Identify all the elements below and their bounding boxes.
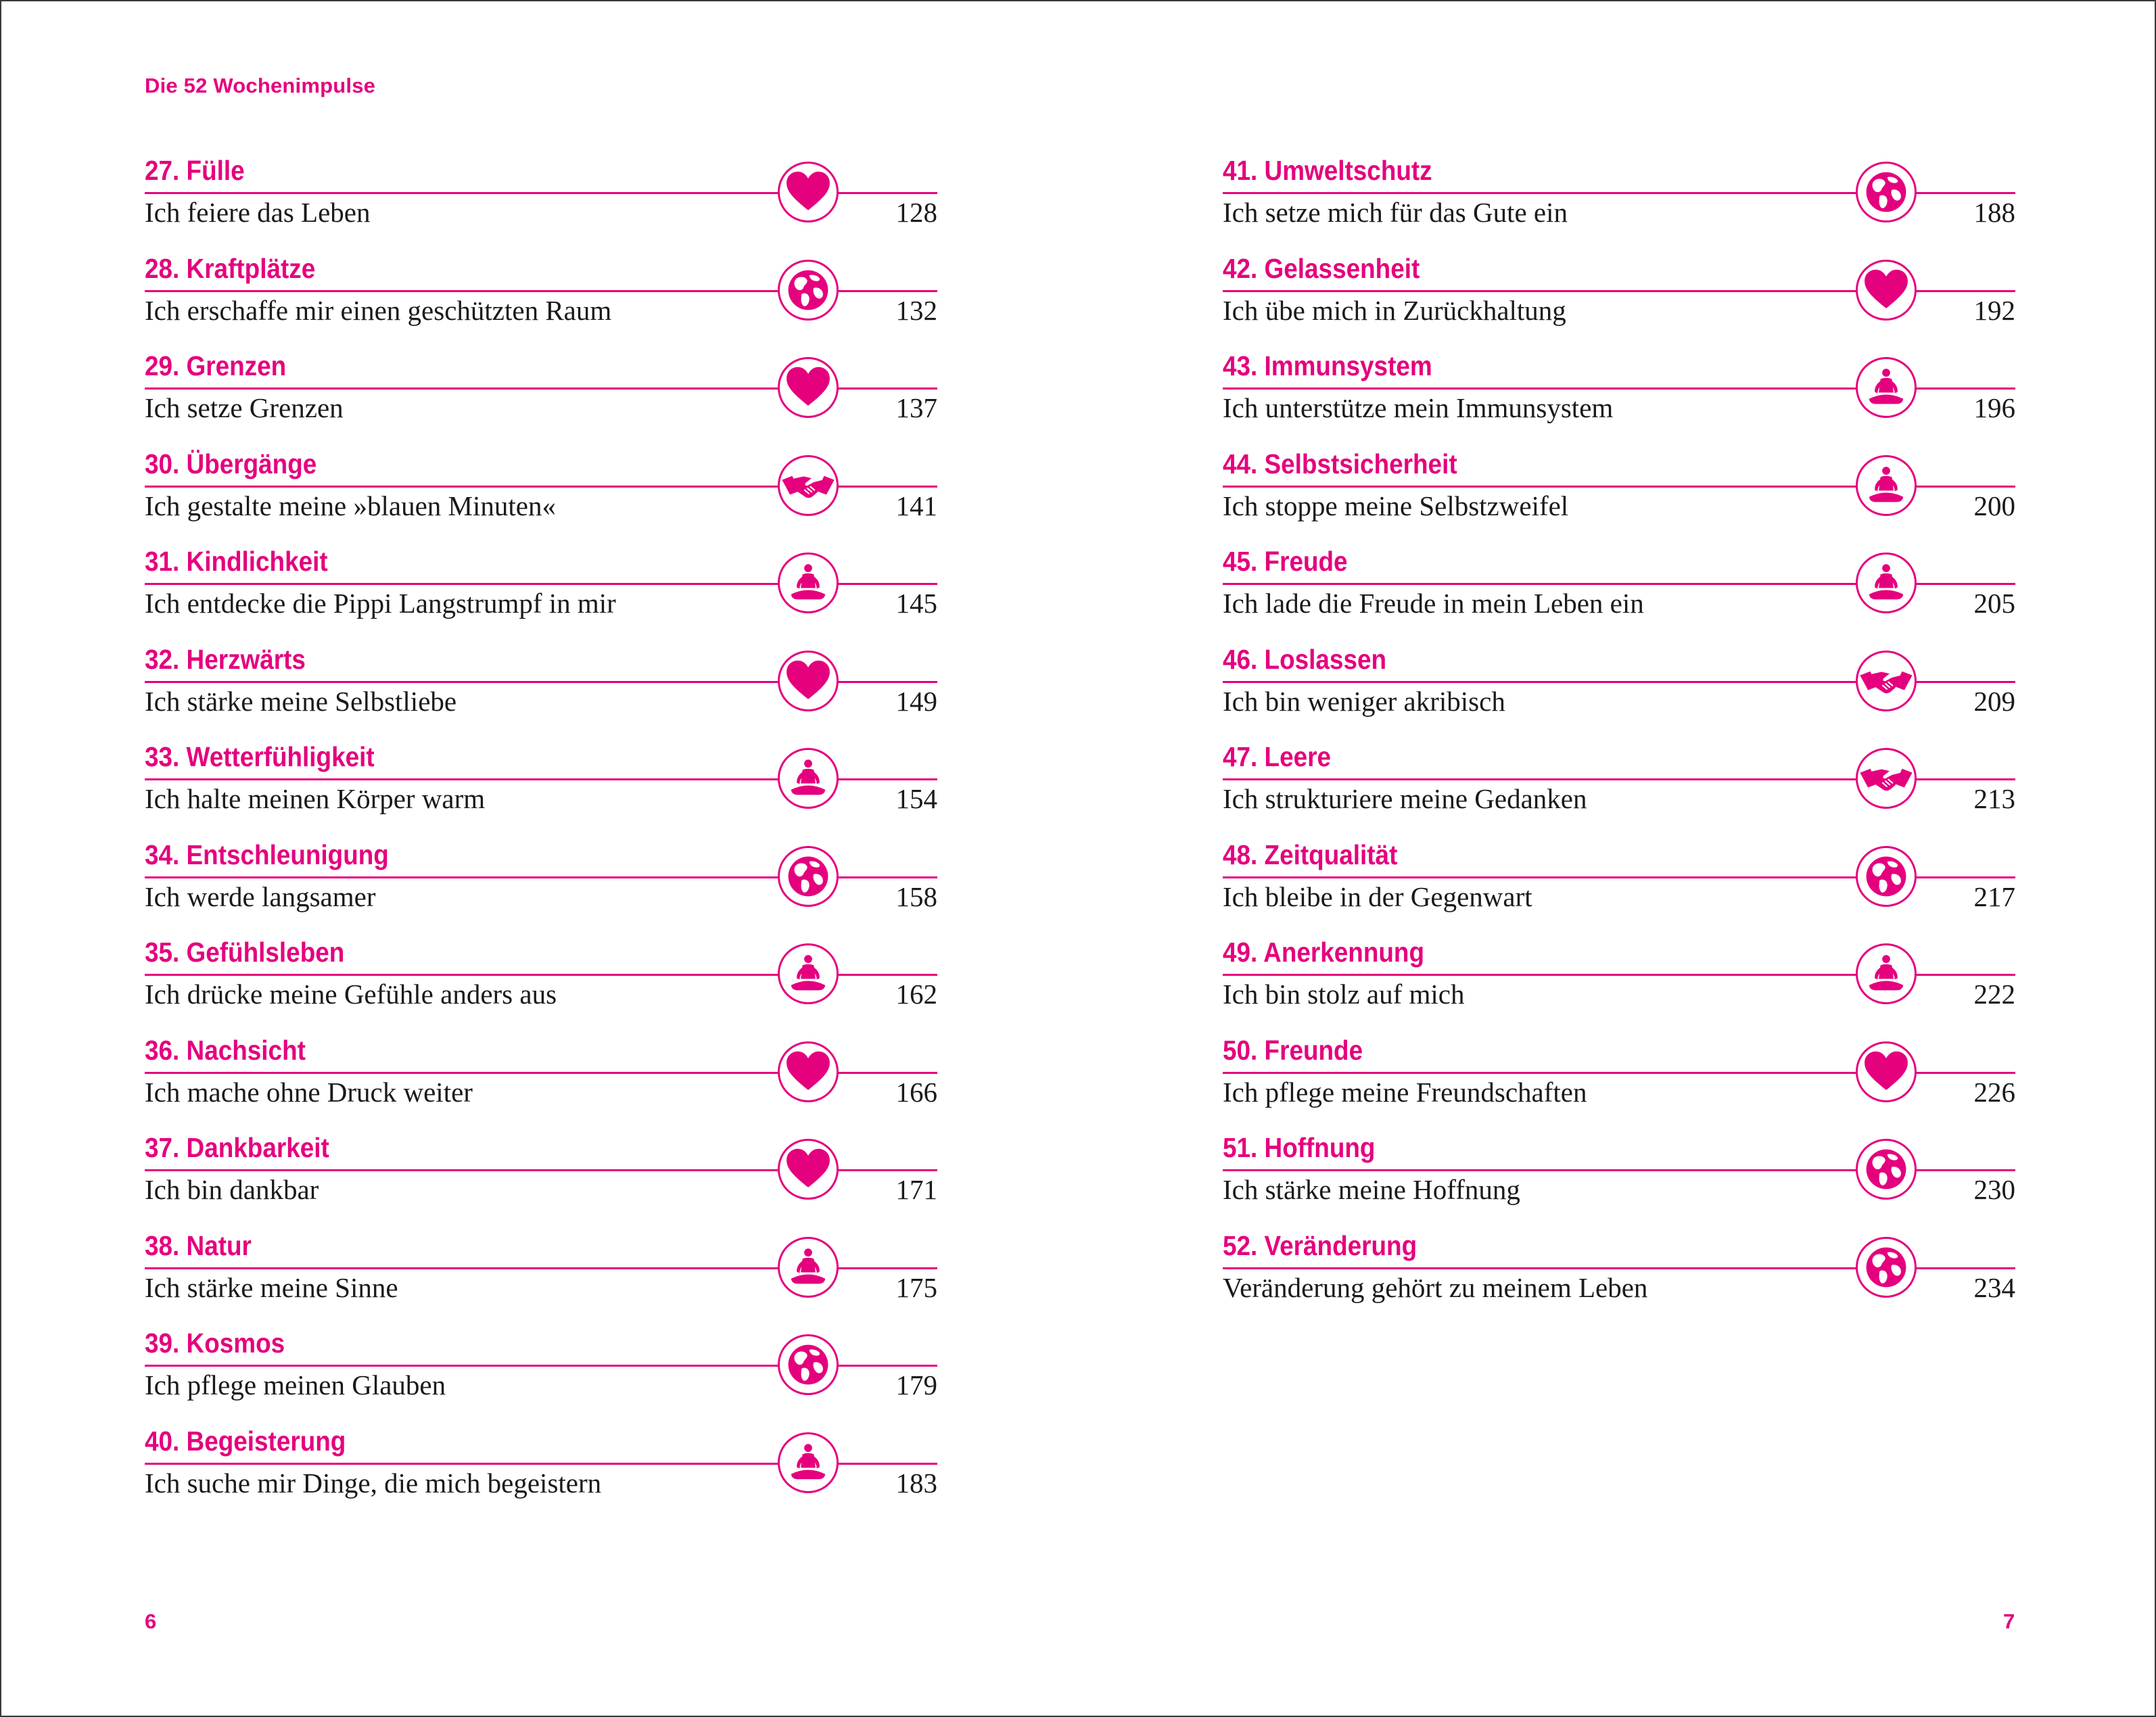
entry-page-number: 192	[1973, 294, 2015, 326]
heart-icon	[778, 651, 839, 711]
meditation-icon	[1856, 455, 1917, 516]
toc-entry	[1223, 153, 2015, 251]
entry-page-number: 162	[895, 979, 937, 1010]
entry-page-number: 226	[1973, 1076, 2015, 1108]
toc-entry	[1223, 544, 2015, 642]
meditation-icon	[778, 943, 839, 1004]
toc-entry	[145, 1033, 937, 1131]
toc-entry	[145, 642, 937, 740]
entry-title: 32. Herzwärts	[145, 643, 306, 675]
toc-entry	[145, 935, 937, 1033]
entry-title: 27. Fülle	[145, 155, 245, 186]
meditation-icon	[778, 748, 839, 809]
entry-title: 28. Kraftplätze	[145, 252, 316, 284]
toc-entry	[145, 1325, 937, 1424]
globe-icon	[778, 260, 839, 321]
toc-entry	[1223, 739, 2015, 837]
entry-page-number: 230	[1973, 1174, 2015, 1205]
entry-page-number: 141	[895, 490, 937, 521]
entry-subtitle: Ich suche mir Dinge, die mich begeistern	[145, 1467, 602, 1499]
entry-subtitle: Ich stärke meine Selbstliebe	[145, 685, 457, 717]
globe-icon	[778, 1334, 839, 1395]
globe-icon	[1856, 846, 1917, 907]
toc-entry	[145, 153, 937, 251]
toc-entry	[1223, 1033, 2015, 1131]
meditation-icon	[778, 1432, 839, 1493]
entry-subtitle: Ich bleibe in der Gegenwart	[1223, 880, 1532, 912]
heart-icon	[778, 1041, 839, 1102]
entry-title: 37. Dankbarkeit	[145, 1132, 329, 1163]
entry-title: 39. Kosmos	[145, 1327, 285, 1359]
toc-entry	[1223, 348, 2015, 446]
toc-entry	[145, 739, 937, 837]
entry-subtitle: Ich drücke meine Gefühle anders aus	[145, 979, 557, 1010]
handshake-icon	[1856, 748, 1917, 809]
entry-title: 33. Wetterfühligkeit	[145, 741, 375, 772]
entry-subtitle: Ich lade die Freude in mein Leben ein	[1223, 588, 1644, 619]
toc-entry	[1223, 1130, 2015, 1228]
entry-title: 30. Übergänge	[145, 448, 317, 479]
entry-title: 49. Anerkennung	[1223, 937, 1424, 968]
heart-icon	[778, 162, 839, 222]
entry-title: 50. Freunde	[1223, 1034, 1363, 1066]
entry-page-number: 149	[895, 685, 937, 717]
globe-icon	[1856, 1237, 1917, 1298]
entry-title: 43. Immunsystem	[1223, 350, 1432, 381]
entry-title: 48. Zeitqualität	[1223, 839, 1398, 870]
entry-page-number: 171	[895, 1174, 937, 1205]
heart-icon	[1856, 260, 1917, 321]
toc-entry	[1223, 446, 2015, 544]
entry-title: 45. Freude	[1223, 546, 1348, 577]
entry-title: 42. Gelassenheit	[1223, 252, 1420, 284]
toc-column-right	[1223, 153, 2015, 1325]
globe-icon	[1856, 1139, 1917, 1200]
entry-page-number: 205	[1973, 588, 2015, 619]
page-number-right: 7	[2003, 1609, 2015, 1633]
globe-icon	[1856, 162, 1917, 222]
toc-column-left	[145, 153, 937, 1521]
entry-subtitle: Ich bin dankbar	[145, 1174, 319, 1205]
toc-entry	[145, 544, 937, 642]
entry-subtitle: Ich mache ohne Druck weiter	[145, 1076, 473, 1108]
entry-page-number: 217	[1973, 880, 2015, 912]
entry-subtitle: Ich stärke meine Hoffnung	[1223, 1174, 1520, 1205]
entry-title: 40. Begeisterung	[145, 1425, 346, 1457]
entry-title: 34. Entschleunigung	[145, 839, 389, 870]
heart-icon	[778, 357, 839, 418]
handshake-icon	[1856, 651, 1917, 711]
entry-subtitle: Ich werde langsamer	[145, 880, 376, 912]
toc-entry	[145, 348, 937, 446]
entry-subtitle: Ich strukturiere meine Gedanken	[1223, 783, 1587, 814]
entry-subtitle: Ich stoppe meine Selbstzweifel	[1223, 490, 1569, 521]
entry-subtitle: Ich feiere das Leben	[145, 197, 371, 228]
entry-page-number: 179	[895, 1369, 937, 1401]
heart-icon	[1856, 1041, 1917, 1102]
entry-title: 38. Natur	[145, 1229, 252, 1261]
entry-title: 36. Nachsicht	[145, 1034, 306, 1066]
entry-page-number: 175	[895, 1271, 937, 1303]
entry-title: 31. Kindlichkeit	[145, 546, 328, 577]
entry-page-number: 209	[1973, 685, 2015, 717]
handshake-icon	[778, 455, 839, 516]
entry-page-number: 188	[1973, 197, 2015, 228]
toc-entry	[145, 1228, 937, 1326]
entry-subtitle: Ich gestalte meine »blauen Minuten«	[145, 490, 556, 521]
toc-entry	[1223, 251, 2015, 349]
entry-page-number: 200	[1973, 490, 2015, 521]
entry-page-number: 196	[1973, 392, 2015, 423]
entry-page-number: 183	[895, 1467, 937, 1499]
entry-subtitle: Ich pflege meinen Glauben	[145, 1369, 446, 1401]
toc-entry	[1223, 642, 2015, 740]
entry-subtitle: Ich erschaffe mir einen geschützten Raum	[145, 294, 612, 326]
entry-page-number: 154	[895, 783, 937, 814]
entry-subtitle: Ich unterstütze mein Immunsystem	[1223, 392, 1614, 423]
meditation-icon	[778, 1237, 839, 1298]
entry-page-number: 222	[1973, 979, 2015, 1010]
entry-subtitle: Ich bin stolz auf mich	[1223, 979, 1465, 1010]
entry-subtitle: Veränderung gehört zu meinem Leben	[1223, 1271, 1648, 1303]
entry-subtitle: Ich setze Grenzen	[145, 392, 344, 423]
entry-subtitle: Ich halte meinen Körper warm	[145, 783, 486, 814]
entry-page-number: 128	[895, 197, 937, 228]
entry-page-number: 158	[895, 880, 937, 912]
entry-subtitle: Ich pflege meine Freundschaften	[1223, 1076, 1587, 1108]
meditation-icon	[1856, 943, 1917, 1004]
entry-title: 51. Hoffnung	[1223, 1132, 1376, 1163]
meditation-icon	[778, 552, 839, 613]
toc-entry	[145, 1130, 937, 1228]
entry-subtitle: Ich stärke meine Sinne	[145, 1271, 398, 1303]
toc-entry	[145, 1424, 937, 1522]
globe-icon	[778, 846, 839, 907]
entry-page-number: 137	[895, 392, 937, 423]
entry-subtitle: Ich entdecke die Pippi Langstrumpf in mir	[145, 588, 616, 619]
entry-title: 52. Veränderung	[1223, 1229, 1417, 1261]
toc-entry	[145, 837, 937, 935]
entry-page-number: 166	[895, 1076, 937, 1108]
entry-page-number: 234	[1973, 1271, 2015, 1303]
heart-icon	[778, 1139, 839, 1200]
meditation-icon	[1856, 357, 1917, 418]
meditation-icon	[1856, 552, 1917, 613]
page-number-left: 6	[145, 1609, 157, 1633]
entry-page-number: 145	[895, 588, 937, 619]
toc-entry	[1223, 935, 2015, 1033]
entry-subtitle: Ich setze mich für das Gute ein	[1223, 197, 1568, 228]
toc-entry	[145, 446, 937, 544]
entry-title: 46. Loslassen	[1223, 643, 1387, 675]
entry-page-number: 132	[895, 294, 937, 326]
entry-page-number: 213	[1973, 783, 2015, 814]
entry-title: 41. Umweltschutz	[1223, 155, 1432, 186]
toc-entry	[145, 251, 937, 349]
running-head: Die 52 Wochenimpulse	[145, 74, 376, 97]
toc-entry	[1223, 1228, 2015, 1326]
entry-title: 35. Gefühlsleben	[145, 937, 345, 968]
entry-title: 44. Selbstsicherheit	[1223, 448, 1457, 479]
entry-title: 47. Leere	[1223, 741, 1332, 772]
entry-subtitle: Ich übe mich in Zurückhaltung	[1223, 294, 1566, 326]
toc-entry	[1223, 837, 2015, 935]
entry-title: 29. Grenzen	[145, 350, 287, 381]
entry-subtitle: Ich bin weniger akribisch	[1223, 685, 1505, 717]
